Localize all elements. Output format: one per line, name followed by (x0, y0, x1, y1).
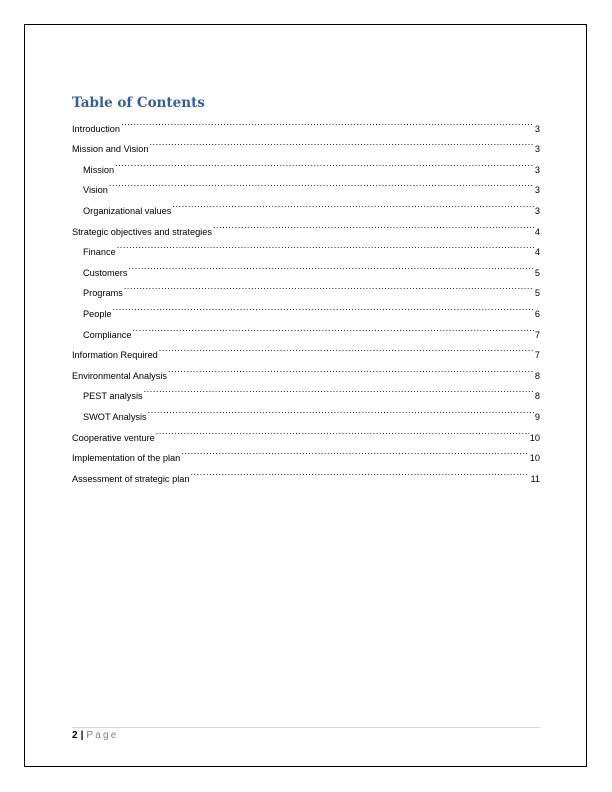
toc-dot-leader (190, 461, 529, 482)
toc-entry-information-required[interactable] (72, 338, 540, 359)
toc-entry-text: Finance (83, 247, 116, 258)
toc-entry-page: 5 (534, 267, 540, 278)
toc-entry-text: Assessment of strategic plan (72, 473, 190, 484)
toc-entry-text: Introduction (72, 123, 121, 134)
toc-entry-text: Customers (83, 267, 128, 278)
toc-dot-leader (172, 193, 534, 214)
toc-entry-page: 5 (534, 288, 540, 299)
toc-entry-text: Strategic objectives and strategies (72, 226, 212, 237)
page-footer (72, 730, 119, 742)
toc-entry-text: People (83, 308, 112, 319)
toc-entry-text: Vision (83, 185, 108, 196)
toc-entry-page: 8 (534, 391, 540, 402)
toc-entry-vision[interactable] (72, 173, 540, 194)
toc-dot-leader (168, 358, 534, 379)
toc-entry-programs[interactable] (72, 276, 540, 297)
toc-dot-leader (113, 296, 534, 317)
toc-entry-text: PEST analysis (83, 391, 143, 402)
toc-entry-text: Mission and Vision (72, 144, 149, 155)
toc-entry-text: Cooperative venture (72, 432, 155, 443)
toc-entry-page: 3 (534, 205, 540, 216)
toc-dot-leader (159, 338, 534, 359)
toc-entry-text: Compliance (83, 329, 132, 340)
toc-entry-page: 7 (534, 350, 540, 361)
toc-title: Table of Contents (72, 95, 205, 111)
toc-dot-leader (121, 111, 534, 132)
toc-entry-text: Organizational values (83, 205, 172, 216)
toc-dot-leader (156, 420, 529, 441)
footer-divider (72, 727, 540, 728)
toc-dot-leader (115, 152, 534, 173)
toc-entry-page: 11 (530, 473, 540, 484)
toc-entry-page: 4 (534, 226, 540, 237)
toc-entry-page: 3 (534, 164, 540, 175)
toc-dot-leader (144, 379, 534, 400)
footer-separator: | (80, 730, 84, 741)
toc-entry-text: Information Required (72, 350, 158, 361)
toc-entry-people[interactable] (72, 296, 540, 317)
toc-entry-text: SWOT Analysis (83, 411, 147, 422)
toc-entry-customers[interactable] (72, 255, 540, 276)
toc-entry-finance[interactable] (72, 235, 540, 256)
toc-entry-text: Mission (83, 164, 115, 175)
toc-dot-leader (109, 173, 534, 194)
toc-dot-leader (117, 235, 534, 256)
toc-dot-leader (124, 276, 534, 297)
toc-dot-leader (128, 255, 533, 276)
toc-entry-page: 4 (534, 247, 540, 258)
toc-entry-compliance[interactable] (72, 317, 540, 338)
toc-entry-mission[interactable] (72, 152, 540, 173)
toc-dot-leader (149, 132, 533, 153)
toc-list (72, 111, 540, 482)
toc-entry-mission-and-vision[interactable] (72, 132, 540, 153)
toc-entry-text: Programs (83, 288, 123, 299)
toc-entry-organizational-values[interactable] (72, 193, 540, 214)
toc-entry-page: 6 (534, 308, 540, 319)
toc-entry-page: 3 (534, 144, 540, 155)
toc-entry-page: 10 (529, 453, 540, 464)
toc-dot-leader (148, 399, 534, 420)
toc-dot-leader (213, 214, 534, 235)
toc-dot-leader (181, 441, 528, 462)
toc-entry-text: Implementation of the plan (72, 453, 181, 464)
toc-entry-introduction[interactable] (72, 111, 540, 132)
toc-entry-page: 7 (534, 329, 540, 340)
footer-page-label: Page (86, 730, 119, 741)
footer-page-number: 2 (72, 730, 78, 741)
toc-dot-leader (133, 317, 534, 338)
toc-entry-page: 8 (534, 370, 540, 381)
toc-entry-text: Environmental Analysis (72, 370, 167, 381)
toc-entry-page: 3 (534, 123, 540, 134)
toc-entry-page: 3 (534, 185, 540, 196)
toc-entry-page: 10 (529, 432, 540, 443)
toc-entry-page: 9 (534, 411, 540, 422)
